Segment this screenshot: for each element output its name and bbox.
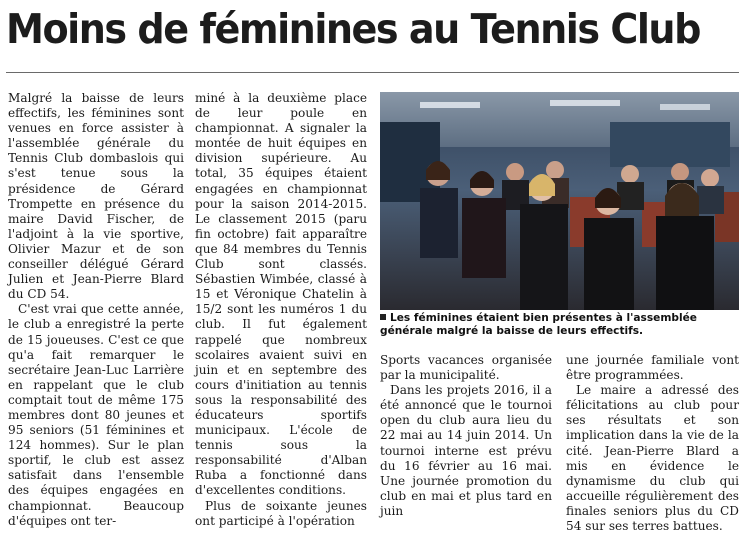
paragraph: miné à la deuxième place de leur poule en championnat. A signaler la montée de huit équipes en division supérieure. Au total, 35 équipes étaient engagées en championnat pour la saison 2014-2015. Le classement 2015 (paru fin octobre) fait apparaître que 84 membres du Tennis Club sont classés. Sébastien Wimbée, classé à 15 et Véronique Chatelin à 15/2 sont les numéros 1 du club. Il fut également rappelé que nombreux scolaires avaient suivi en juin et en septembre des cours d'initiation au tennis sous la responsabilité des éducateurs sportifs municipaux. L'école de tennis sous la responsabilité d'Alban Ruba a fonctionné dans d'excellentes conditions. xyxy=(195,91,367,498)
paragraph: Malgré la baisse de leurs effectifs, les féminines sont venues en force assister à l'assemblée générale du Tennis Club dombaslois qui s'est tenue sous la présidence de Gérard Trompette en présence du maire David Fischer, de l'adjoint à la vie sportive, Olivier Mazur et de son conseiller délégué Gérard Julien et Jean-Pierre Blard du CD 54. xyxy=(8,91,184,302)
meeting-photo xyxy=(380,92,739,310)
paragraph: Le maire a adressé des félicitations au club pour ses résultats et son implication dans la vie de la cité. Jean-Pierre Blard a mis en évidence le dynamisme du club qui accueille régulièrement des finales seniors plus du CD 54 sur ses terres battues. xyxy=(566,383,739,534)
headline: Moins de féminines au Tennis Club xyxy=(6,5,700,53)
article-column-2 xyxy=(195,91,367,528)
paragraph: C'est vrai que cette année, le club a enregistré la perte de 15 joueuses. C'est ce que qu'a fait remarquer le secrétaire Jean-Luc Larrière en rappelant que le club comptait tout de même 175 membres dont 80 jeunes et 95 seniors (51 féminines et 124 hommes). Sur le plan sportif, le club est assez satisfait dans l'ensemble des équipes engagées en championnat. Beaucoup d'équipes ont ter- xyxy=(8,302,184,528)
article-column-4 xyxy=(566,353,739,534)
headline-rule xyxy=(6,72,739,73)
article-column-3 xyxy=(380,353,552,518)
paragraph: une journée familiale vont être programmées. xyxy=(566,353,739,383)
paragraph: Sports vacances organisée par la municipalité. xyxy=(380,353,552,383)
photo-caption xyxy=(380,312,740,338)
article-column-1 xyxy=(8,91,184,528)
paragraph: Dans les projets 2016, il a été annoncé que le tournoi open du club aura lieu du 22 mai au 14 juin 2014. Un tournoi interne est prévu du 16 février au 16 mai. Une journée promotion du club en mai et plus tard en juin xyxy=(380,383,552,518)
paragraph: Plus de soixante jeunes ont participé à l'opération xyxy=(195,498,367,528)
caption-text: Les féminines étaient bien présentes à l'assemblée générale malgré la baisse de leurs effectifs. xyxy=(380,312,697,337)
caption-square-icon xyxy=(380,314,386,320)
